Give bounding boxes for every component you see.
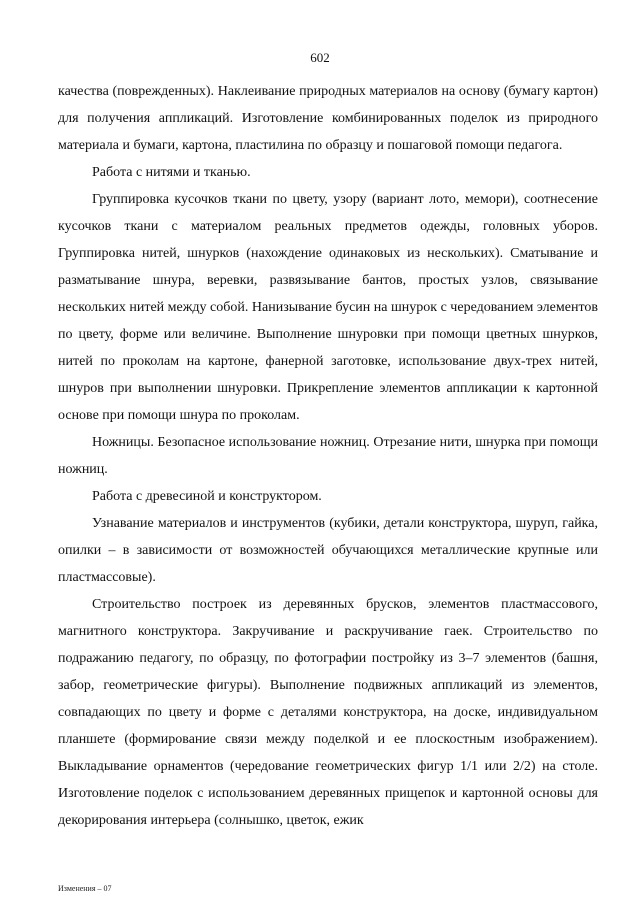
- paragraph-fabric-grouping: Группировка кусочков ткани по цвету, узору (вариант лото, мемори), соотнесение кусочков ткани с материалом реальных предметов одежды, головных уборов. Группировка нитей, шнурков (нахождение одинаковых из нескольких). Сматывание и разматывание шнура, веревки, развязывание бантов, простых узлов, связывание нескольких нитей между собой. Нанизывание бусин на шнурок с чередованием элементов по цвету, форме или величине. Выполнение шнуровки при помощи цветных шнурков, нитей по проколам на картоне, фанерной заготовке, использование двух-трех нитей, шнуров при выполнении шнуровки. Прикрепление элементов аппликации к картонной основе при помощи шнура по проколам.: [58, 192, 598, 423]
- footer-revision-note: Изменения – 07: [58, 884, 112, 893]
- paragraph-construction: Строительство построек из деревянных брусков, элементов пластмассового, магнитного конструктора. Закручивание и раскручивание гаек. Строительство по подражанию педагогу, по образцу, по фотографии постройку из 3–7 элементов (башня, забор, геометрические фигуры). Выполнение подвижных аппликаций из элементов, совпадающих по цвету и форме с деталями конструктора, на доске, индивидуальном планшете (формирование связи между поделкой и ее плоскостным изображением). Выкладывание орнаментов (чередование геометрических фигур 1/1 или 2/2) на столе. Изготовление поделок с использованием деревянных прищепок и картонной основы для декорирования интерьера (солнышко, цветок, ежик: [58, 597, 598, 828]
- paragraph-materials-recognition: Узнавание материалов и инструментов (кубики, детали конструктора, шуруп, гайка, опилки – в зависимости от возможностей обучающихся металлические крупные или пластмассовые).: [58, 516, 598, 585]
- paragraph-continuation: качества (поврежденных). Наклеивание природных материалов на основу (бумагу картон) для получения аппликаций. Изготовление комбинированных поделок из природного материала и бумаги, картона, пластилина по образцу и пошаговой помощи педагога.: [58, 84, 598, 153]
- document-body: [58, 78, 598, 834]
- page-number: 602: [310, 50, 330, 65]
- section-heading-wood-constructor: Работа с древесиной и конструктором.: [92, 489, 322, 504]
- section-heading-threads-fabric: Работа с нитями и тканью.: [92, 165, 251, 180]
- paragraph-scissors: Ножницы. Безопасное использование ножниц. Отрезание нити, шнурка при помощи ножниц.: [58, 435, 598, 477]
